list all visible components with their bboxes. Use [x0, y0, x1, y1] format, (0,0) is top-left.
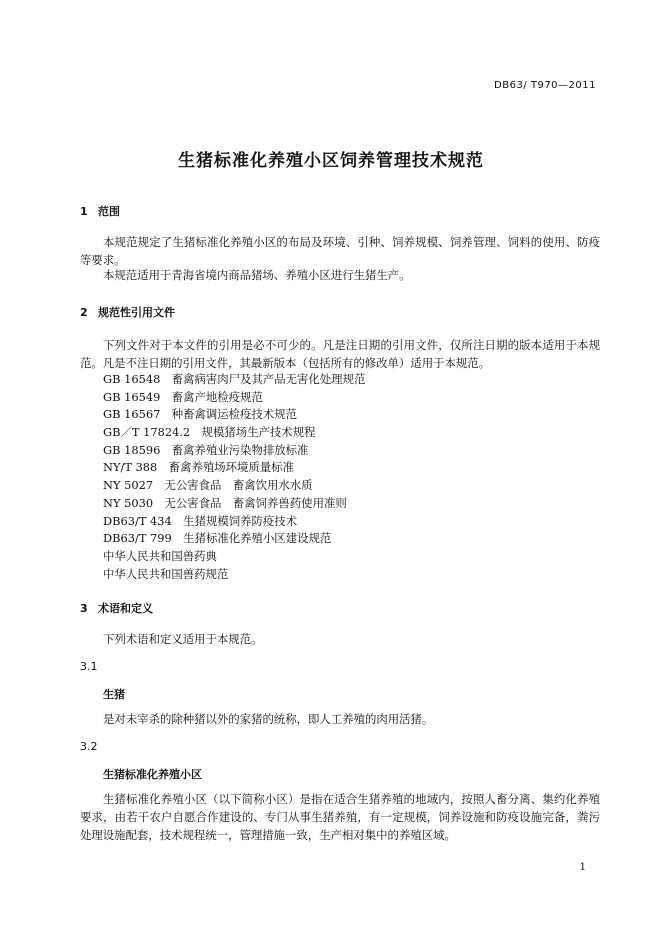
- page-number: 1: [579, 862, 586, 873]
- term-definition: 生猪标准化养殖小区（以下简称小区）是指在适合生猪养殖的地域内，按照人畜分离、集约化养殖要求，由若干农户自愿合作建设的、专门从事生猪养殖，有一定规模，饲养设施和防疫设施完备，粪污处理设施配套，技术规程统一，管理措施一致，生产相对集中的养殖区域。: [80, 792, 600, 842]
- normative-reference-list: [103, 371, 365, 583]
- reference-item: NY 5030 无公害食品 畜禽饲养兽药使用准则: [103, 495, 347, 510]
- reference-item: GB 18596 畜禽养殖业污染物排放标准: [103, 442, 309, 457]
- section-3-heading: [80, 600, 153, 616]
- section-3-title: 术语和定义: [98, 602, 153, 615]
- reference-item: NY 5027 无公害食品 畜禽饮用水水质: [103, 478, 313, 493]
- section-3-number: 3: [80, 602, 88, 615]
- reference-item: DB63/T 434 生猪规模饲养防疫技术: [103, 513, 298, 528]
- reference-item: GB 16548 畜禽病害肉尸及其产品无害化处理规范: [103, 372, 366, 386]
- reference-item: GB 16567 种畜禽调运检疫技术规范: [103, 407, 298, 422]
- reference-item: 中华人民共和国兽药典: [103, 548, 217, 563]
- reference-item: GB／T 17824.2 规模猪场生产技术规程: [103, 425, 316, 440]
- document-title: 生猪标准化养殖小区饲养管理技术规范: [178, 151, 484, 171]
- term-heading: 生猪: [103, 688, 125, 701]
- standard-code: DB63/ T970—2011: [494, 80, 596, 91]
- term-heading: 生猪标准化养殖小区: [103, 768, 202, 781]
- section-1-number: 1: [80, 205, 88, 218]
- section-1-title: 范围: [98, 205, 120, 218]
- term-definition: 是对未宰杀的除种猪以外的家猪的统称，即人工养殖的肉用活猪。: [103, 712, 434, 726]
- clause-number: 3.2: [80, 740, 98, 753]
- section-3-paragraph-1: 下列术语和定义适用于本规范。: [103, 632, 263, 646]
- clause-number: 3.1: [80, 660, 98, 673]
- reference-item: GB 16549 畜禽产地检疫规范: [103, 389, 263, 404]
- section-2-title: 规范性引用文件: [98, 306, 175, 319]
- section-2-paragraph-1: 下列文件对于本文件的引用是必不可少的。凡是注日期的引用文件，仅所注日期的版本适用于本规范。凡是不注日期的引用文件，其最新版本（包括所有的修改单）适用于本规范。: [80, 338, 600, 370]
- section-1-heading: [80, 203, 120, 219]
- reference-item: NY/T 388 畜禽养殖场环境质量标准: [103, 460, 294, 475]
- section-1-paragraph-1: 本规范规定了生猪标准化养殖小区的布局及环境、引种、饲养规模、饲养管理、饲料的使用、防疫等要求。: [80, 235, 600, 267]
- section-2-heading: [80, 304, 175, 320]
- reference-item: DB63/T 799 生猪标准化养殖小区建设规范: [103, 531, 332, 546]
- reference-item: 中华人民共和国兽药规范: [103, 566, 229, 581]
- section-2-number: 2: [80, 306, 88, 319]
- section-1-paragraph-2: 本规范适用于青海省境内商品猪场、养殖小区进行生猪生产。: [103, 268, 411, 282]
